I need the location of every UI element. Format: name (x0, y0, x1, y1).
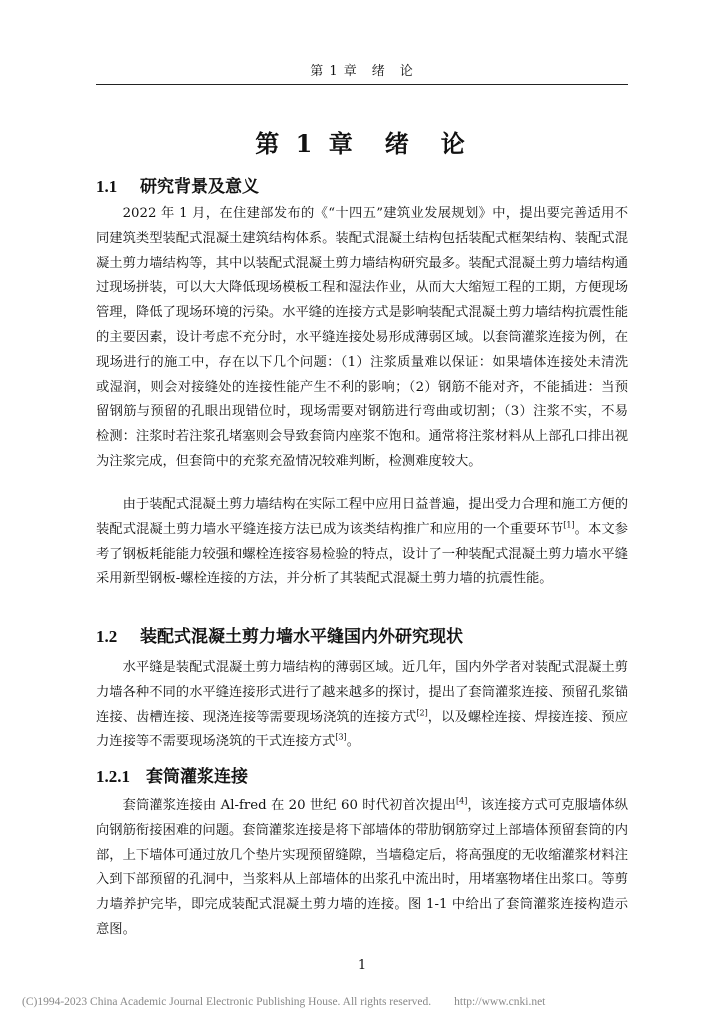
section-number: 1.2.1 (96, 767, 130, 786)
section-heading-1-2 (96, 622, 463, 647)
paragraph-text: ，该连接方式可克服墙体纵向钢筋衔接困难的问题。套筒灌浆连接是将下部墙体的带肋钢筋穿过上部墙体预留套筒的内部，上下墙体可通过放几个垫片实现预留缝隙，当墙稳定后，将高强度的无收缩灌浆材料注入到下部预留的孔洞中，当浆料从上部墙体的出浆孔中流出时，用堵塞物堵住出浆口。等剪力墙养护完毕，即完成装配式混凝土剪力墙的连接。图 1-1 中给出了套筒灌浆连接构造示意图。 (96, 798, 628, 937)
chapter-title: 第 1 章 绪 论 (255, 129, 469, 158)
paragraph-text: 。 (346, 734, 360, 750)
running-header: 第 1 章 绪 论 (310, 64, 414, 79)
section-heading-1-1 (96, 172, 259, 197)
section-number: 1.2 (96, 627, 118, 646)
paragraph-text: 套筒灌浆连接由 Al-fred 在 20 世纪 60 时代初首次提出 (122, 798, 456, 813)
paragraph-text: 水平缝是装配式混凝土剪力墙结构的薄弱区域。近几年，国内外学者对装配式混凝土剪力墙各种不同的水平缝连接形式进行了越来越多的探讨，提出了套筒灌浆连接、预留孔浆锚连接、齿槽连接、现浇连接等需要现场浇筑的连接方式 (96, 660, 628, 725)
section-title: 装配式混凝土剪力墙水平缝国内外研究现状 (140, 627, 463, 647)
copyright-notice: (C)1994-2023 China Academic Journal Electronic Publishing House. All rights reserved. http://www.cnki.net (22, 996, 546, 1008)
section-heading-1-2-1 (96, 762, 248, 787)
paragraph-text: 。本文参考了钢板耗能能力较强和螺栓连接容易检验的特点，设计了一种装配式混凝土剪力墙水平缝采用新型钢板-螺栓连接的方法，并分析了其装配式混凝土剪力墙的抗震性能。 (96, 521, 629, 587)
header-rule (96, 84, 628, 85)
citation: [4] (455, 796, 468, 806)
section-number: 1.1 (96, 177, 118, 196)
citation: [1] (563, 520, 575, 530)
page-number: 1 (357, 958, 367, 973)
section-title: 研究背景及意义 (140, 177, 259, 197)
paragraph-text: 由于装配式混凝土剪力墙结构在实际工程中应用日益普遍，提出受力合理和施工方便的装配式混凝土剪力墙水平缝连接方法已成为该类结构推广和应用的一个重要环节 (96, 497, 628, 537)
paragraph-motivation (96, 493, 628, 592)
section-title: 套筒灌浆连接 (146, 767, 248, 787)
citation: [3] (335, 732, 347, 742)
paragraph-grouted-sleeve (96, 794, 628, 943)
paragraph-background: 2022 年 1 月，在住建部发布的《“十四五”建筑业发展规划》中，提出要完善适用不同建筑类型装配式混凝土建筑结构体系。装配式混凝土结构包括装配式框架结构、装配式混凝土剪力墙结构等，其中以装配式混凝土剪力墙结构研究最多。装配式混凝土剪力墙结构通过现场拼装，可以大大降低现场模板工程和湿法作业，从而大大缩短工程的工期，方便现场管理，降低了现场环境的污染。水平缝的连接方式是影响装配式混凝土剪力墙结构抗震性能的主要因素，设计考虑不充分时，水平缝连接处易形成薄弱区域。以套筒灌浆连接为例，在现场进行的施工中，存在以下几个问题：（1）注浆质量难以保证：如果墙体连接处未清洗或湿润，则会对接缝处的连接性能产生不利的影响；（2）钢筋不能对齐，不能插进：当预留钢筋与预留的孔眼出现错位时，现场需要对钢筋进行弯曲或切割；（3）注浆不实，不易检测：注浆时若注浆孔堵塞则会导致套筒内座浆不饱和。通常将注浆材料从上部孔口排出视为注浆完成，但套筒中的充浆充盈情况较难判断，检测难度较大。 (96, 206, 628, 469)
paragraph-research-status (96, 656, 628, 755)
paragraph-text: ，以及螺栓连接、焊接连接、预应力连接等不需要现场浇筑的干式连接方式 (96, 709, 629, 750)
citation: [2] (416, 708, 428, 718)
